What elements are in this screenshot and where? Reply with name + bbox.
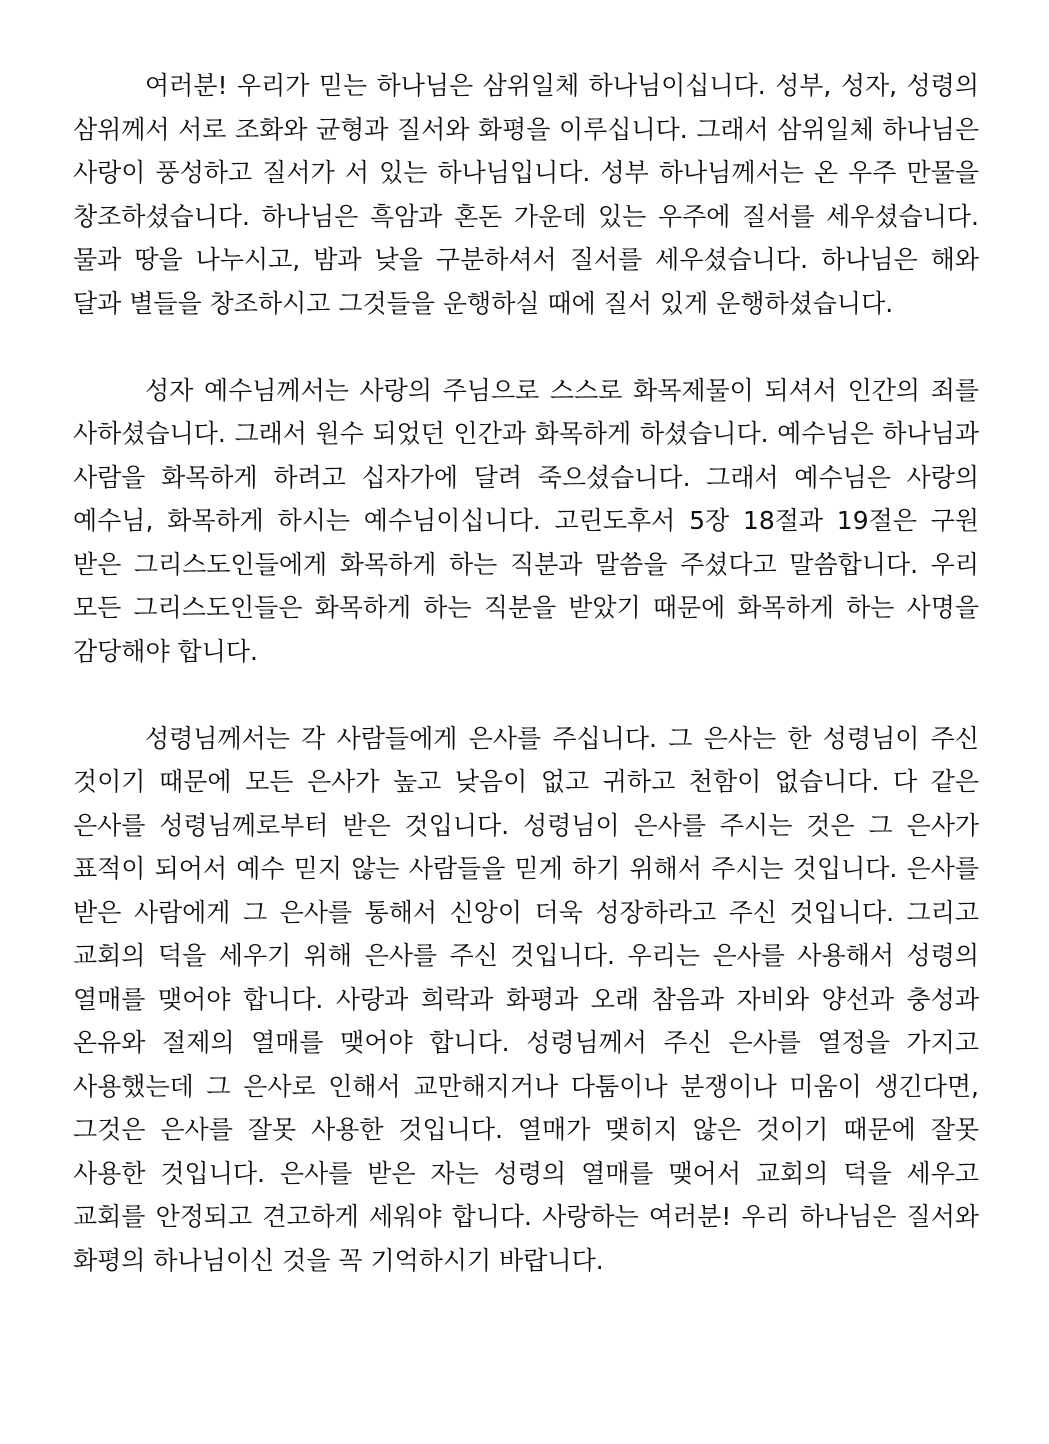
paragraph-holy-spirit: 성령님께서는 각 사람들에게 은사를 주십니다. 그 은사는 한 성령님이 주신 것이기 때문에 모든 은사가 높고 낮음이 없고 귀하고 천함이 없습니다. 다 같은 은사를 성령님께로부터 받은 것입니다. 성령님이 은사를 주시는 것은 그 은사가 표적이 되어서 예수 믿지 않는 사람들을 믿게 하기 위해서 주시는 것입니다. 은사를 받은 사람에게 그 은사를 통해서 신앙이 더욱 성장하라고 주신 것입니다. 그리고 교회의 덕을 세우기 위해 은사를 주신 것입니다. 우리는 은사를 사용해서 성령의 열매를 맺어야 합니다. 사랑과 희락과 화평과 오래 참음과 자비와 양선과 충성과 온유와 절제의 열매를 맺어야 합니다. 성령님께서 주신 은사를 열정을 가지고 사용했는데 그 은사로 인해서 교만해지거나 다툼이나 분쟁이나 미움이 생긴다면, 그것은 은사를 잘못 사용한 것입니다. 열매가 맺히지 않은 것이기 때문에 잘못 사용한 것입니다. 은사를 받은 자는 성령의 열매를 맺어서 교회의 덕을 세우고 교회를 안정되고 견고하게 세워야 합니다. 사랑하는 여러분! 우리 하나님은 질서와 화평의 하나님이신 것을 꼭 기억하시기 바랍니다. xyxy=(73,723,979,1275)
paragraph-son-jesus: 성자 예수님께서는 사랑의 주님으로 스스로 화목제물이 되셔서 인간의 죄를 사하셨습니다. 그래서 원수 되었던 인간과 화목하게 하셨습니다. 예수님은 하나님과 사람을 화목하게 하려고 십자가에 달려 죽으셨습니다. 그래서 예수님은 사랑의 예수님, 화목하게 하시는 예수님이십니다. 고린도후서 5장 18절과 19절은 구원 받은 그리스도인들에게 화목하게 하는 직분과 말씀을 주셨다고 말씀합니다. 우리 모든 그리스도인들은 화목하게 하는 직분을 받았기 때문에 화목하게 하는 사명을 감당해야 합니다. xyxy=(73,375,979,666)
document-page xyxy=(73,64,979,1282)
paragraph-trinity: 여러분! 우리가 믿는 하나님은 삼위일체 하나님이십니다. 성부, 성자, 성령의 삼위께서 서로 조화와 균형과 질서와 화평을 이루십니다. 그래서 삼위일체 하나님은 사랑이 풍성하고 질서가 서 있는 하나님입니다. 성부 하나님께서는 온 우주 만물을 창조하셨습니다. 하나님은 흑암과 혼돈 가운데 있는 우주에 질서를 세우셨습니다. 물과 땅을 나누시고, 밤과 낮을 구분하셔서 질서를 세우셨습니다. 하나님은 해와 달과 별들을 창조하시고 그것들을 운행하실 때에 질서 있게 운행하셨습니다. xyxy=(73,71,979,318)
